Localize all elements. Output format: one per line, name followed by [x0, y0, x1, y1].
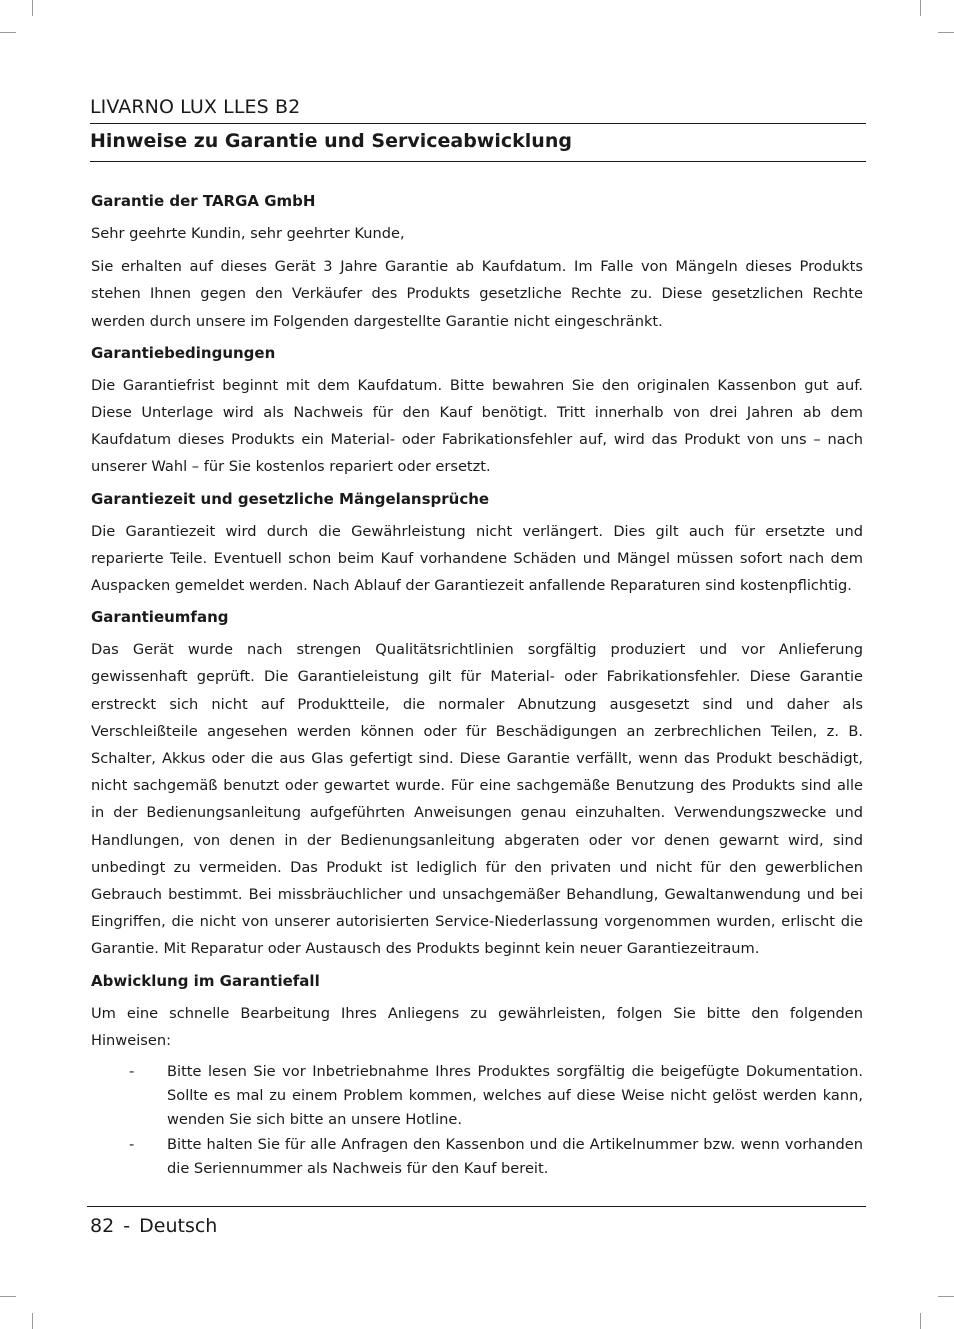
footer-separator: - [123, 1215, 131, 1237]
list-item-text: Bitte lesen Sie vor Inbetriebnahme Ihres Produktes sorgfältig die beigefügte Dokumentation. Sollte es mal zu einem Problem kommen, welches auf diese Weise nicht gelöst werden kann, wenden Sie sich bitte an unsere Hotline. [167, 1063, 863, 1129]
section-heading: Abwicklung im Garantiefall [91, 971, 320, 990]
list-item [91, 1133, 863, 1181]
list-dash: - [129, 1063, 135, 1081]
instruction-list [91, 1060, 863, 1181]
section-heading: Garantiezeit und gesetzliche Mängelansprüche [91, 489, 490, 508]
crop-mark [32, 1313, 33, 1329]
paragraph: Das Gerät wurde nach strengen Qualitätsrichtlinien sorgfältig produziert und vor Anlieferung gewissenhaft geprüft. Die Garantieleistung gilt für Material- oder Fabrikationsfehler. Diese Garantie erstreckt sich nicht auf Produktteile, die normaler Abnutzung ausgesetzt sind und daher als Verschleißteile angesehen werden können oder für Beschädigungen an zerbrechlichen Teilen, z. B. Schalter, Akkus oder die aus Glas gefertigt sind. Diese Garantie verfällt, wenn das Produkt beschädigt, nicht sachgemäß benutzt oder gewartet wurde. Für eine sachgemäße Benutzung des Produkts sind alle in der Bedienungsanleitung aufgeführten Anweisungen genau einzuhalten. Verwendungszwecke und Handlungen, von denen in der Bedienungsanleitung abgeraten oder vor denen gewarnt wird, sind unbedingt zu vermeiden. Das Produkt ist lediglich für den privaten und nicht für den gewerblichen Gebrauch bestimmt. Bei missbräuchlicher und unsachgemäßer Behandlung, Gewaltanwendung und bei Eingriffen, die nicht von unserer autorisierten Service-Niederlassung vorgenommen wurden, erlischt die Garantie. Mit Reparatur oder Austausch des Produkts beginnt kein neuer Garantiezeitraum. [91, 641, 863, 958]
page-title: Hinweise zu Garantie und Serviceabwicklung [90, 124, 866, 162]
list-dash: - [129, 1135, 135, 1153]
paragraph: Die Garantiefrist beginnt mit dem Kaufdatum. Bitte bewahren Sie den originalen Kassenbon gut auf. Diese Unterlage wird als Nachweis für den Kauf benötigt. Tritt innerhalb von drei Jahren ab dem Kaufdatum dieses Produkts ein Material- oder Fabrikationsfehler auf, wird das Produkt von uns – nach unserer Wahl – für Sie kostenlos repariert oder ersetzt. [91, 376, 863, 476]
section-heading: Garantiebedingungen [91, 343, 276, 362]
crop-mark [0, 1296, 16, 1297]
crop-mark [938, 1296, 954, 1297]
paragraph: Sie erhalten auf dieses Gerät 3 Jahre Garantie ab Kaufdatum. Im Falle von Mängeln dieses Produkts stehen Ihnen gegen den Verkäufer des Produkts gesetzliche Rechte zu. Diese gesetzlichen Rechte werden durch unsere im Folgenden dargestellte Garantie nicht eingeschränkt. [91, 258, 863, 330]
paragraph: Um eine schnelle Bearbeitung Ihres Anliegens zu gewährleisten, folgen Sie bitte den folgenden Hinweisen: [91, 1004, 863, 1049]
crop-mark [32, 0, 33, 16]
footer-language: Deutsch [139, 1215, 218, 1237]
crop-mark [920, 1313, 921, 1329]
section-heading: Garantie der TARGA GmbH [91, 192, 316, 210]
page-footer [87, 1206, 866, 1239]
section-heading: Garantieumfang [91, 608, 229, 627]
list-item-text: Bitte halten Sie für alle Anfragen den Kassenbon und die Artikelnummer bzw. wenn vorhanden die Seriennummer als Nachweis für den Kauf bereit. [167, 1135, 863, 1177]
paragraph: Sehr geehrte Kundin, sehr geehrter Kunde, [91, 225, 405, 242]
crop-mark [0, 32, 16, 33]
document-body [91, 189, 863, 1181]
product-name: LIVARNO LUX LLES B2 [90, 94, 866, 124]
list-item [91, 1060, 863, 1133]
paragraph: Die Garantiezeit wird durch die Gewährleistung nicht verlängert. Dies gilt auch für ersetzte und reparierte Teile. Eventuell schon beim Kauf vorhandene Schäden und Mängel müssen sofort nach dem Auspacken gemeldet werden. Nach Ablauf der Garantiezeit anfallende Reparaturen sind kostenpflichtig. [91, 522, 863, 595]
page-number: 82 [90, 1215, 115, 1237]
page-header [90, 94, 866, 162]
crop-mark [938, 32, 954, 33]
crop-mark [920, 0, 921, 16]
